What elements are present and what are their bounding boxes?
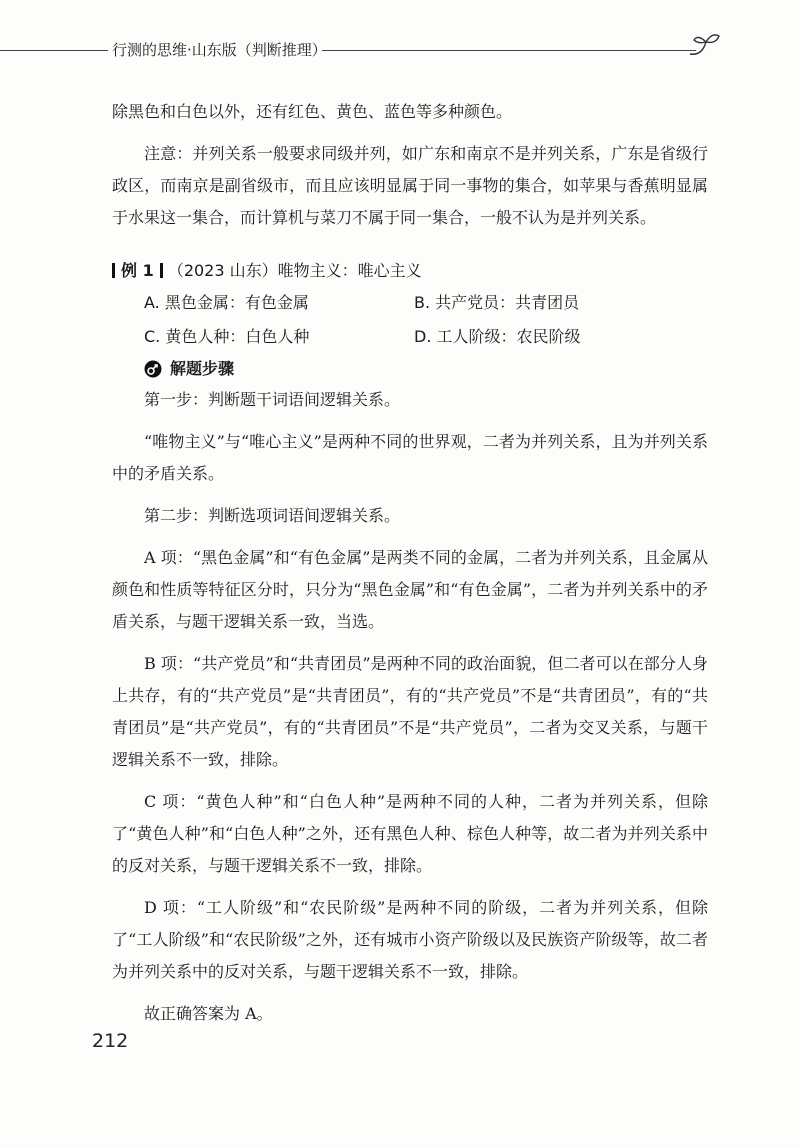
options-row-2	[144, 320, 708, 354]
steps-icon	[144, 360, 162, 378]
options-row-1	[144, 286, 708, 320]
example-question: 唯物主义：唯心主义	[277, 261, 422, 280]
option-c: C. 黄色人种：白色人种	[144, 327, 310, 346]
example-title	[112, 256, 708, 286]
example-source: （2023 山东）	[167, 261, 278, 280]
page-number: 212	[92, 1030, 129, 1052]
sprout-icon	[688, 32, 722, 58]
running-header	[0, 32, 800, 64]
option-c-analysis: C 项：“黄色人种”和“白色人种”是两种不同的人种，二者为并列关系，但除了“黄色人种”和“白色人种”之外，还有黑色人种、棕色人种等，故二者为并列关系中的反对关系，与题干逻辑关系不一致，排除。	[112, 792, 708, 875]
step2-heading: 第二步：判断选项词语间逻辑关系。	[144, 506, 401, 525]
header-rule-left	[0, 50, 108, 51]
paragraph-continuation: 除黑色和白色以外，还有红色、黄色、蓝色等多种颜色。	[112, 102, 513, 121]
step1-heading: 第一步：判断题干词语间逻辑关系。	[144, 390, 401, 409]
option-b: B. 共产党员：共青团员	[414, 293, 580, 312]
step1-text: “唯物主义”与“唯心主义”是两种不同的世界观，二者为并列关系，且为并列关系中的矛盾关系。	[112, 432, 708, 483]
option-b-analysis: B 项：“共产党员”和“共青团员”是两种不同的政治面貌，但二者可以在部分人身上共存，有的“共产党员”是“共青团员”，有的“共产党员”不是“共青团员”，有的“共青团员”是“共产党员”，有的“共青团员”不是“共产党员”，二者为交叉关系，与题干逻辑关系不一致，排除。	[112, 654, 708, 769]
header-title: 行测的思维·山东版（判断推理）	[112, 41, 327, 59]
option-a: A. 黑色金属：有色金属	[144, 293, 309, 312]
option-a-analysis: A 项：“黑色金属”和“有色金属”是两类不同的金属，二者为并列关系，且金属从颜色和性质等特征区分时，只分为“黑色金属”和“有色金属”，二者为并列关系中的矛盾关系，与题干逻辑关系一致，当选。	[112, 548, 708, 631]
example-block	[112, 256, 708, 384]
label-bar-left	[112, 263, 115, 278]
steps-title: 解题步骤	[170, 359, 235, 378]
example-label: 例 1	[121, 261, 154, 280]
page-content	[112, 96, 708, 1030]
steps-heading	[144, 354, 708, 384]
paragraph-note: 注意：并列关系一般要求同级并列，如广东和南京不是并列关系，广东是省级行政区，而南京是副省级市，而且应该明显属于同一事物的集合，如苹果与香蕉明显属于水果这一集合，而计算机与菜刀不属于同一集合，一般不认为是并列关系。	[112, 144, 708, 227]
answer-line: 故正确答案为 A。	[144, 1004, 273, 1023]
option-d-analysis: D 项：“工人阶级”和“农民阶级”是两种不同的阶级，二者为并列关系，但除了“工人阶级”和“农民阶级”之外，还有城市小资产阶级以及民族资产阶级等，故二者为并列关系中的反对关系，与题干逻辑关系不一致，排除。	[112, 898, 708, 981]
header-rule-right	[322, 50, 696, 51]
option-d: D. 工人阶级：农民阶级	[414, 327, 581, 346]
label-bar-right	[160, 263, 163, 278]
